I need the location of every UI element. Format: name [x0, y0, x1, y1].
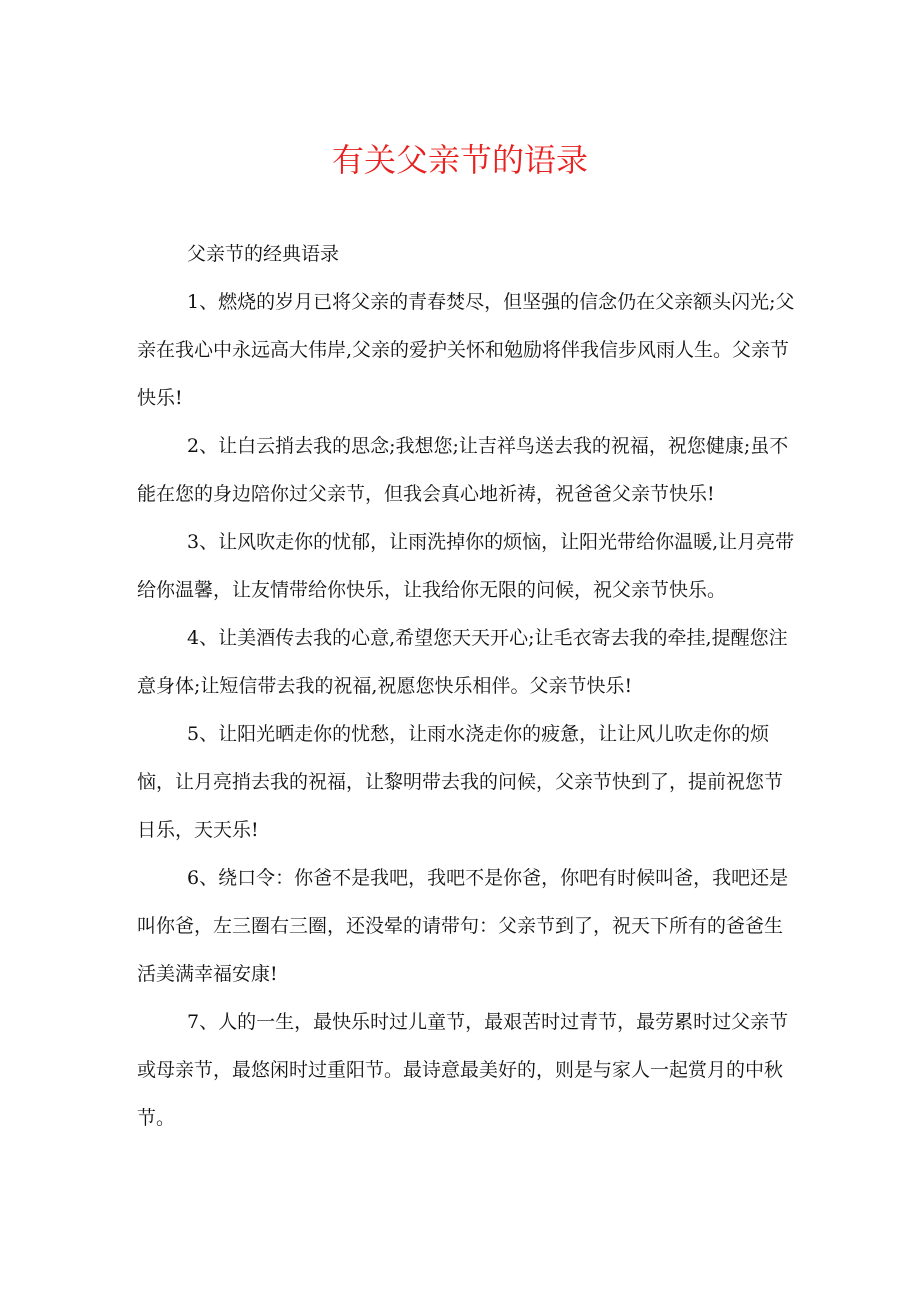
document-body: [137, 230, 797, 1142]
quote-paragraph-1: 1、燃烧的岁月已将父亲的青春焚尽，但坚强的信念仍在父亲额头闪光;父亲在我心中永远高大伟岸,父亲的爱护关怀和勉励将伴我信步风雨人生。父亲节快乐!: [137, 291, 795, 409]
quote-paragraph-2: 2、让白云捎去我的思念;我想您;让吉祥鸟送去我的祝福，祝您健康;虽不能在您的身边陪你过父亲节，但我会真心地祈祷，祝爸爸父亲节快乐!: [137, 435, 789, 505]
section-heading: 父亲节的经典语录: [187, 243, 340, 265]
quote-paragraph-7: 7、人的一生，最快乐时过儿童节，最艰苦时过青节，最劳累时过父亲节或母亲节，最悠闲时过重阳节。最诗意最美好的，则是与家人一起赏月的中秋节。: [137, 1011, 789, 1129]
document-title: 有关父亲节的语录: [331, 141, 588, 179]
quote-paragraph-5: 5、让阳光晒走你的忧愁，让雨水浇走你的疲惫，让让风儿吹走你的烦恼，让月亮捎去我的祝福，让黎明带去我的问候，父亲节快到了，提前祝您节日乐，天天乐!: [137, 723, 784, 841]
quote-paragraph-3: 3、让风吹走你的忧郁，让雨洗掉你的烦恼，让阳光带给你温暖,让月亮带给你温馨，让友情带给你快乐，让我给你无限的问候，祝父亲节快乐。: [137, 531, 795, 601]
quote-paragraph-6: 6、绕口令：你爸不是我吧，我吧不是你爸，你吧有时候叫爸，我吧还是叫你爸，左三圈右三圈，还没晕的请带句：父亲节到了，祝天下所有的爸爸生活美满幸福安康!: [137, 867, 789, 985]
quote-paragraph-4: 4、让美酒传去我的心意,希望您天天开心;让毛衣寄去我的牵挂,提醒您注意身体;让短信带去我的祝福,祝愿您快乐相伴。父亲节快乐!: [137, 627, 788, 697]
